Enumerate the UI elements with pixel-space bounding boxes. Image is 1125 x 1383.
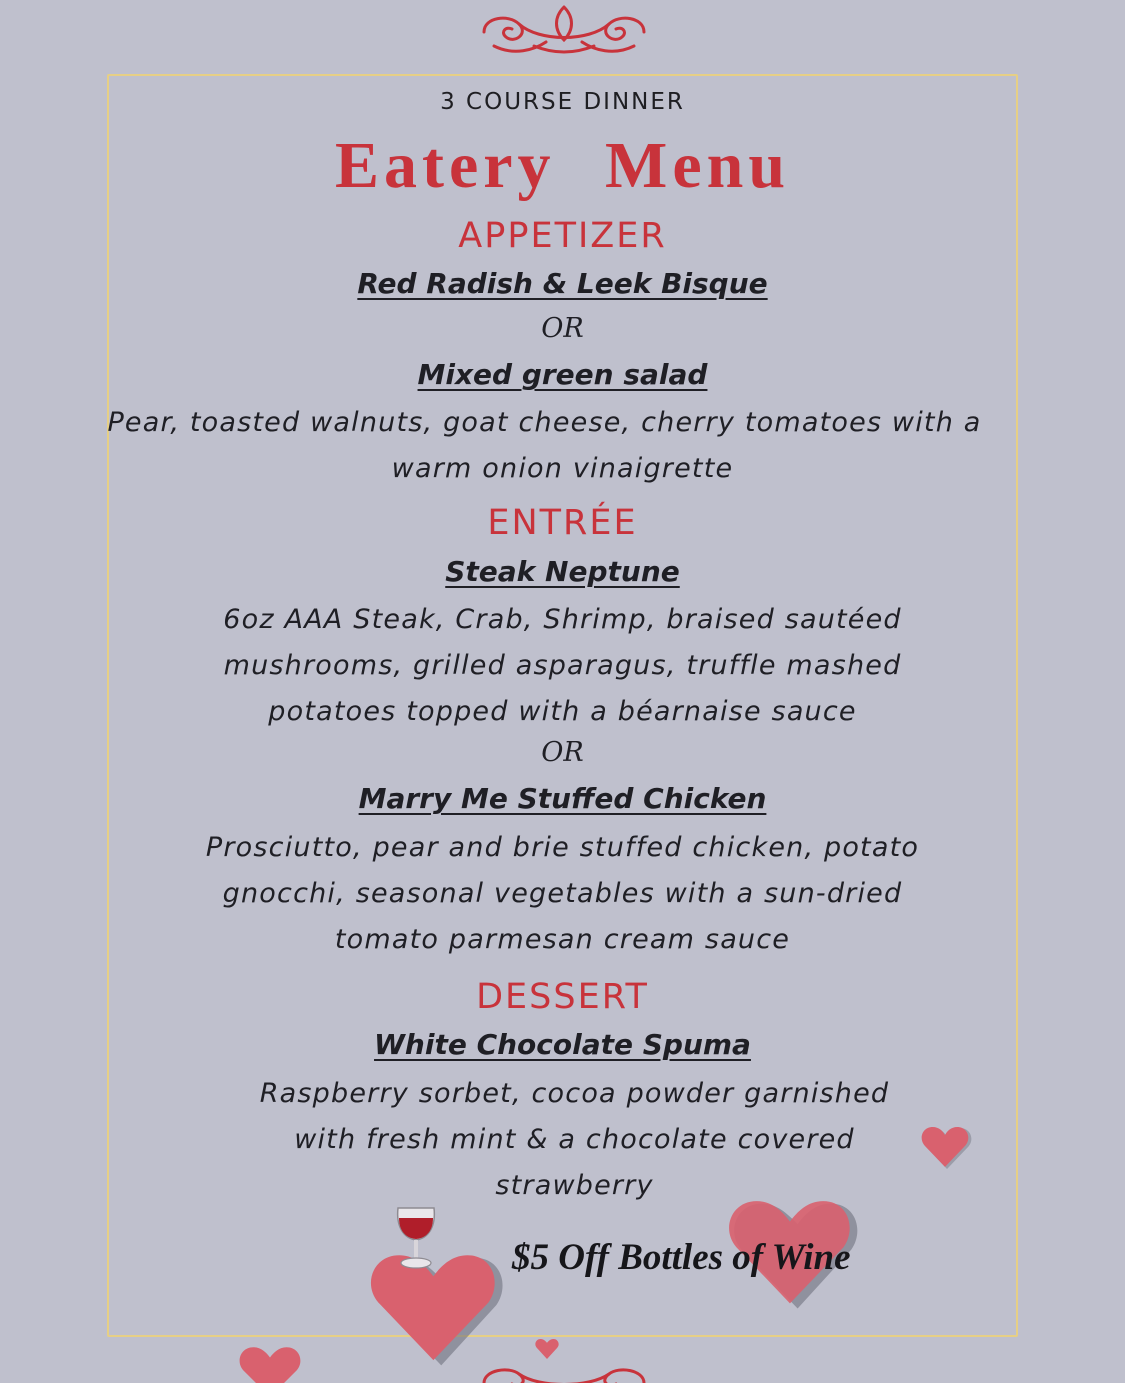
heart-icon <box>920 1125 972 1171</box>
heart-icon <box>238 1346 302 1383</box>
dish-description-line: with fresh mint & a chocolate covered <box>294 1124 855 1155</box>
dish-description-line: Pear, toasted walnuts, goat cheese, cherry tomatoes with a <box>107 407 982 438</box>
menu-title: Eatery Menu <box>334 129 791 202</box>
menu-kicker: 3 COURSE DINNER <box>440 89 685 115</box>
dish-description-line: gnocchi, seasonal vegetables with a sun-dried <box>222 878 903 909</box>
dish-description-line: potatoes topped with a béarnaise sauce <box>268 696 857 727</box>
flourish-ornament-top <box>474 2 654 60</box>
heart-icon <box>534 1338 560 1360</box>
or-separator: OR <box>541 313 584 344</box>
dish-description-line: Raspberry sorbet, cocoa powder garnished <box>259 1078 890 1109</box>
section-heading-dessert: DESSERT <box>476 977 649 1017</box>
dish-description-line: mushrooms, grilled asparagus, truffle mashed <box>223 650 902 681</box>
dish-title-spuma: White Chocolate Spuma <box>374 1028 751 1061</box>
wine-glass-icon <box>393 1204 439 1270</box>
dish-title-bisque: Red Radish & Leek Bisque <box>357 267 768 300</box>
dish-description-line: tomato parmesan cream sauce <box>334 924 791 955</box>
dish-title-salad: Mixed green salad <box>417 358 708 391</box>
section-heading-appetizer: APPETIZER <box>458 216 667 256</box>
wine-promo-text: $5 Off Bottles of Wine <box>512 1237 851 1278</box>
dish-description-line: 6oz AAA Steak, Crab, Shrimp, braised sautéed <box>223 604 902 635</box>
dish-description-line: Prosciutto, pear and brie stuffed chicken, potato <box>205 832 920 863</box>
section-heading-entree: ENTRÉE <box>487 503 638 543</box>
dish-description-line: warm onion vinaigrette <box>391 453 734 484</box>
or-separator: OR <box>541 737 584 768</box>
dish-description-line: strawberry <box>495 1170 654 1201</box>
flourish-ornament-bottom <box>474 1358 654 1383</box>
dish-title-chicken: Marry Me Stuffed Chicken <box>358 782 767 815</box>
dish-title-steak: Steak Neptune <box>445 555 680 588</box>
